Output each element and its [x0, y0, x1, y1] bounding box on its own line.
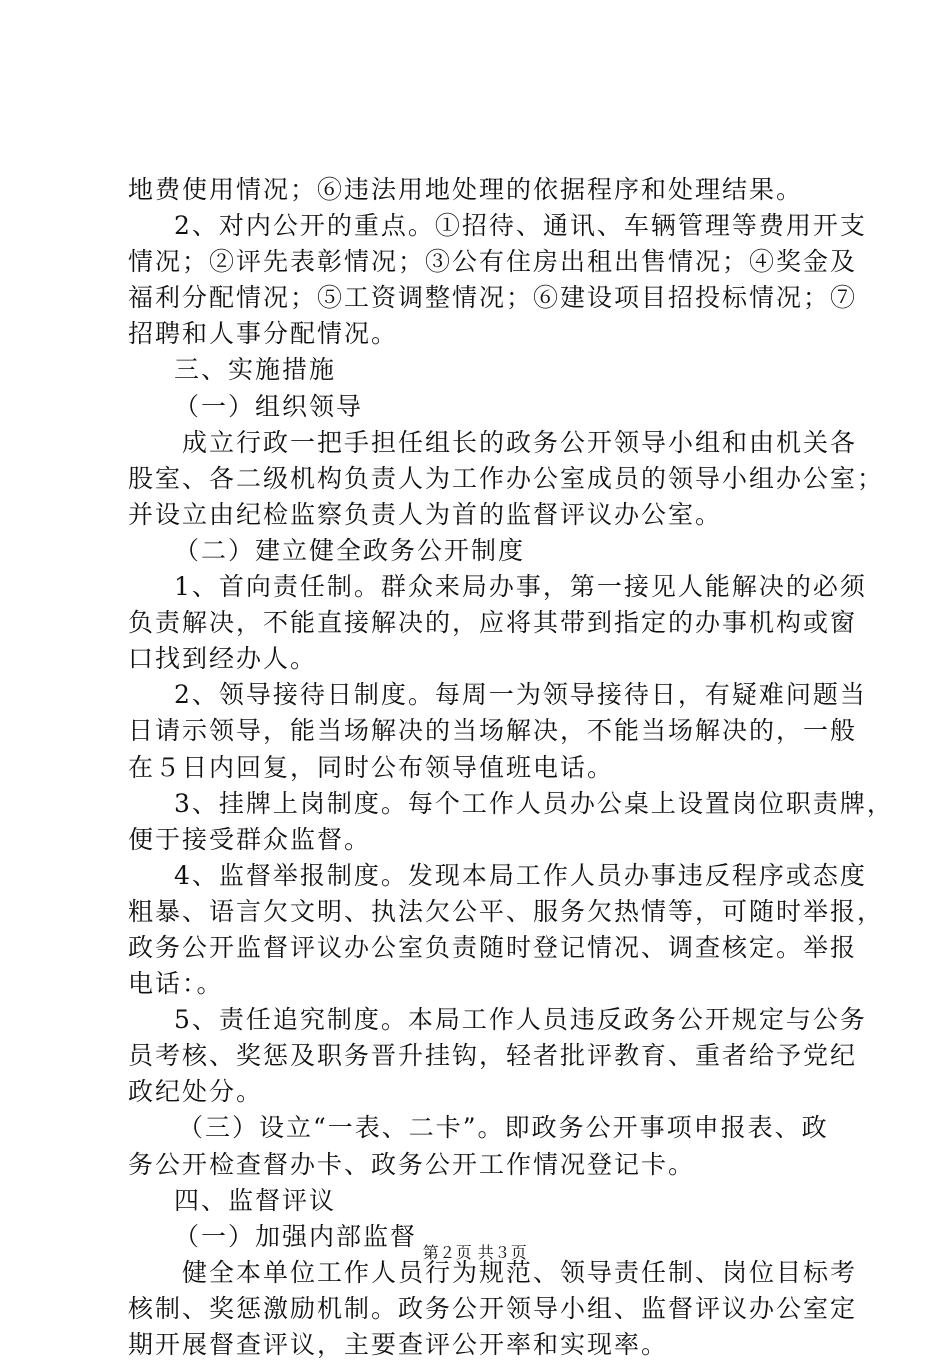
text-line: 政务公开监督评议办公室负责随时登记情况、调查核定。举报 — [128, 932, 858, 962]
text-line: 在５日内回复，同时公布领导值班电话。 — [128, 752, 615, 782]
text-line: 成立行政一把手担任组长的政务公开领导小组和由机关各 — [182, 427, 858, 457]
text-line: 情况；②评先表彰情况；③公有住房出租出售情况；④奖金及 — [128, 247, 858, 277]
text-line: 口找到经办人。 — [128, 644, 318, 674]
subsection-heading: （三）设立“一表、二卡”。即政务公开事项申报表、政 — [178, 1113, 829, 1143]
text-line: 3、挂牌上岗制度。每个工作人员办公桌上设置岗位职责牌， — [174, 788, 894, 818]
text-line: 政纪处分。 — [128, 1077, 264, 1107]
section-heading: 三、实施措施 — [174, 355, 337, 385]
text-line: 5、责任追究制度。本局工作人员违反政务公开规定与公务 — [174, 1005, 867, 1035]
text-line: 股室、各二级机构负责人为工作办公室成员的领导小组办公室； — [128, 463, 885, 493]
text-line: 日请示领导，能当场解决的当场解决，不能当场解决的，一般 — [128, 716, 858, 746]
text-line: 并设立由纪检监察负责人为首的监督评议办公室。 — [128, 499, 723, 529]
text-line: 2、领导接待日制度。每周一为领导接待日，有疑难问题当 — [174, 680, 867, 710]
subsection-heading: （一）加强内部监督 — [174, 1221, 418, 1251]
text-line: 4、监督举报制度。发现本局工作人员办事违反程序或态度 — [174, 860, 867, 890]
text-line: 电话：。 — [128, 969, 224, 999]
text-line: 便于接受群众监督。 — [128, 824, 372, 854]
text-line: 招聘和人事分配情况。 — [128, 319, 399, 349]
text-line: 健全本单位工作人员行为规范、领导责任制、岗位目标考 — [182, 1257, 858, 1287]
text-line: 员考核、奖惩及职务晋升挂钩，轻者批评教育、重者给予党纪 — [128, 1041, 858, 1071]
text-line: 核制、奖惩激励机制。政务公开领导小组、监督评议办公室定 — [128, 1293, 858, 1323]
subsection-heading: （二）建立健全政务公开制度 — [174, 535, 526, 565]
text-line: 负责解决，不能直接解决的，应将其带到指定的办事机构或窗 — [128, 608, 858, 638]
page-number-footer: 第２页 共３页 — [422, 1243, 528, 1262]
text-line: 期开展督查评议，主要查评公开率和实现率。 — [128, 1330, 669, 1359]
subsection-heading: （一）组织领导 — [174, 391, 364, 421]
text-line: 2、对内公开的重点。①招待、通讯、车辆管理等费用开支 — [174, 211, 867, 241]
section-heading: 四、监督评议 — [174, 1185, 337, 1215]
text-line: 务公开检查督办卡、政务公开工作情况登记卡。 — [128, 1149, 696, 1179]
document-body — [128, 172, 894, 1363]
text-line: 福利分配情况；⑤工资调整情况；⑥建设项目招投标情况；⑦ — [128, 283, 858, 313]
text-line: 地费使用情况；⑥违法用地处理的依据程序和处理结果。 — [128, 175, 804, 204]
text-line: 1、首向责任制。群众来局办事，第一接见人能解决的必须 — [174, 572, 867, 602]
text-line: 粗暴、语言欠文明、执法欠公平、服务欠热情等，可随时举报， — [128, 896, 885, 926]
